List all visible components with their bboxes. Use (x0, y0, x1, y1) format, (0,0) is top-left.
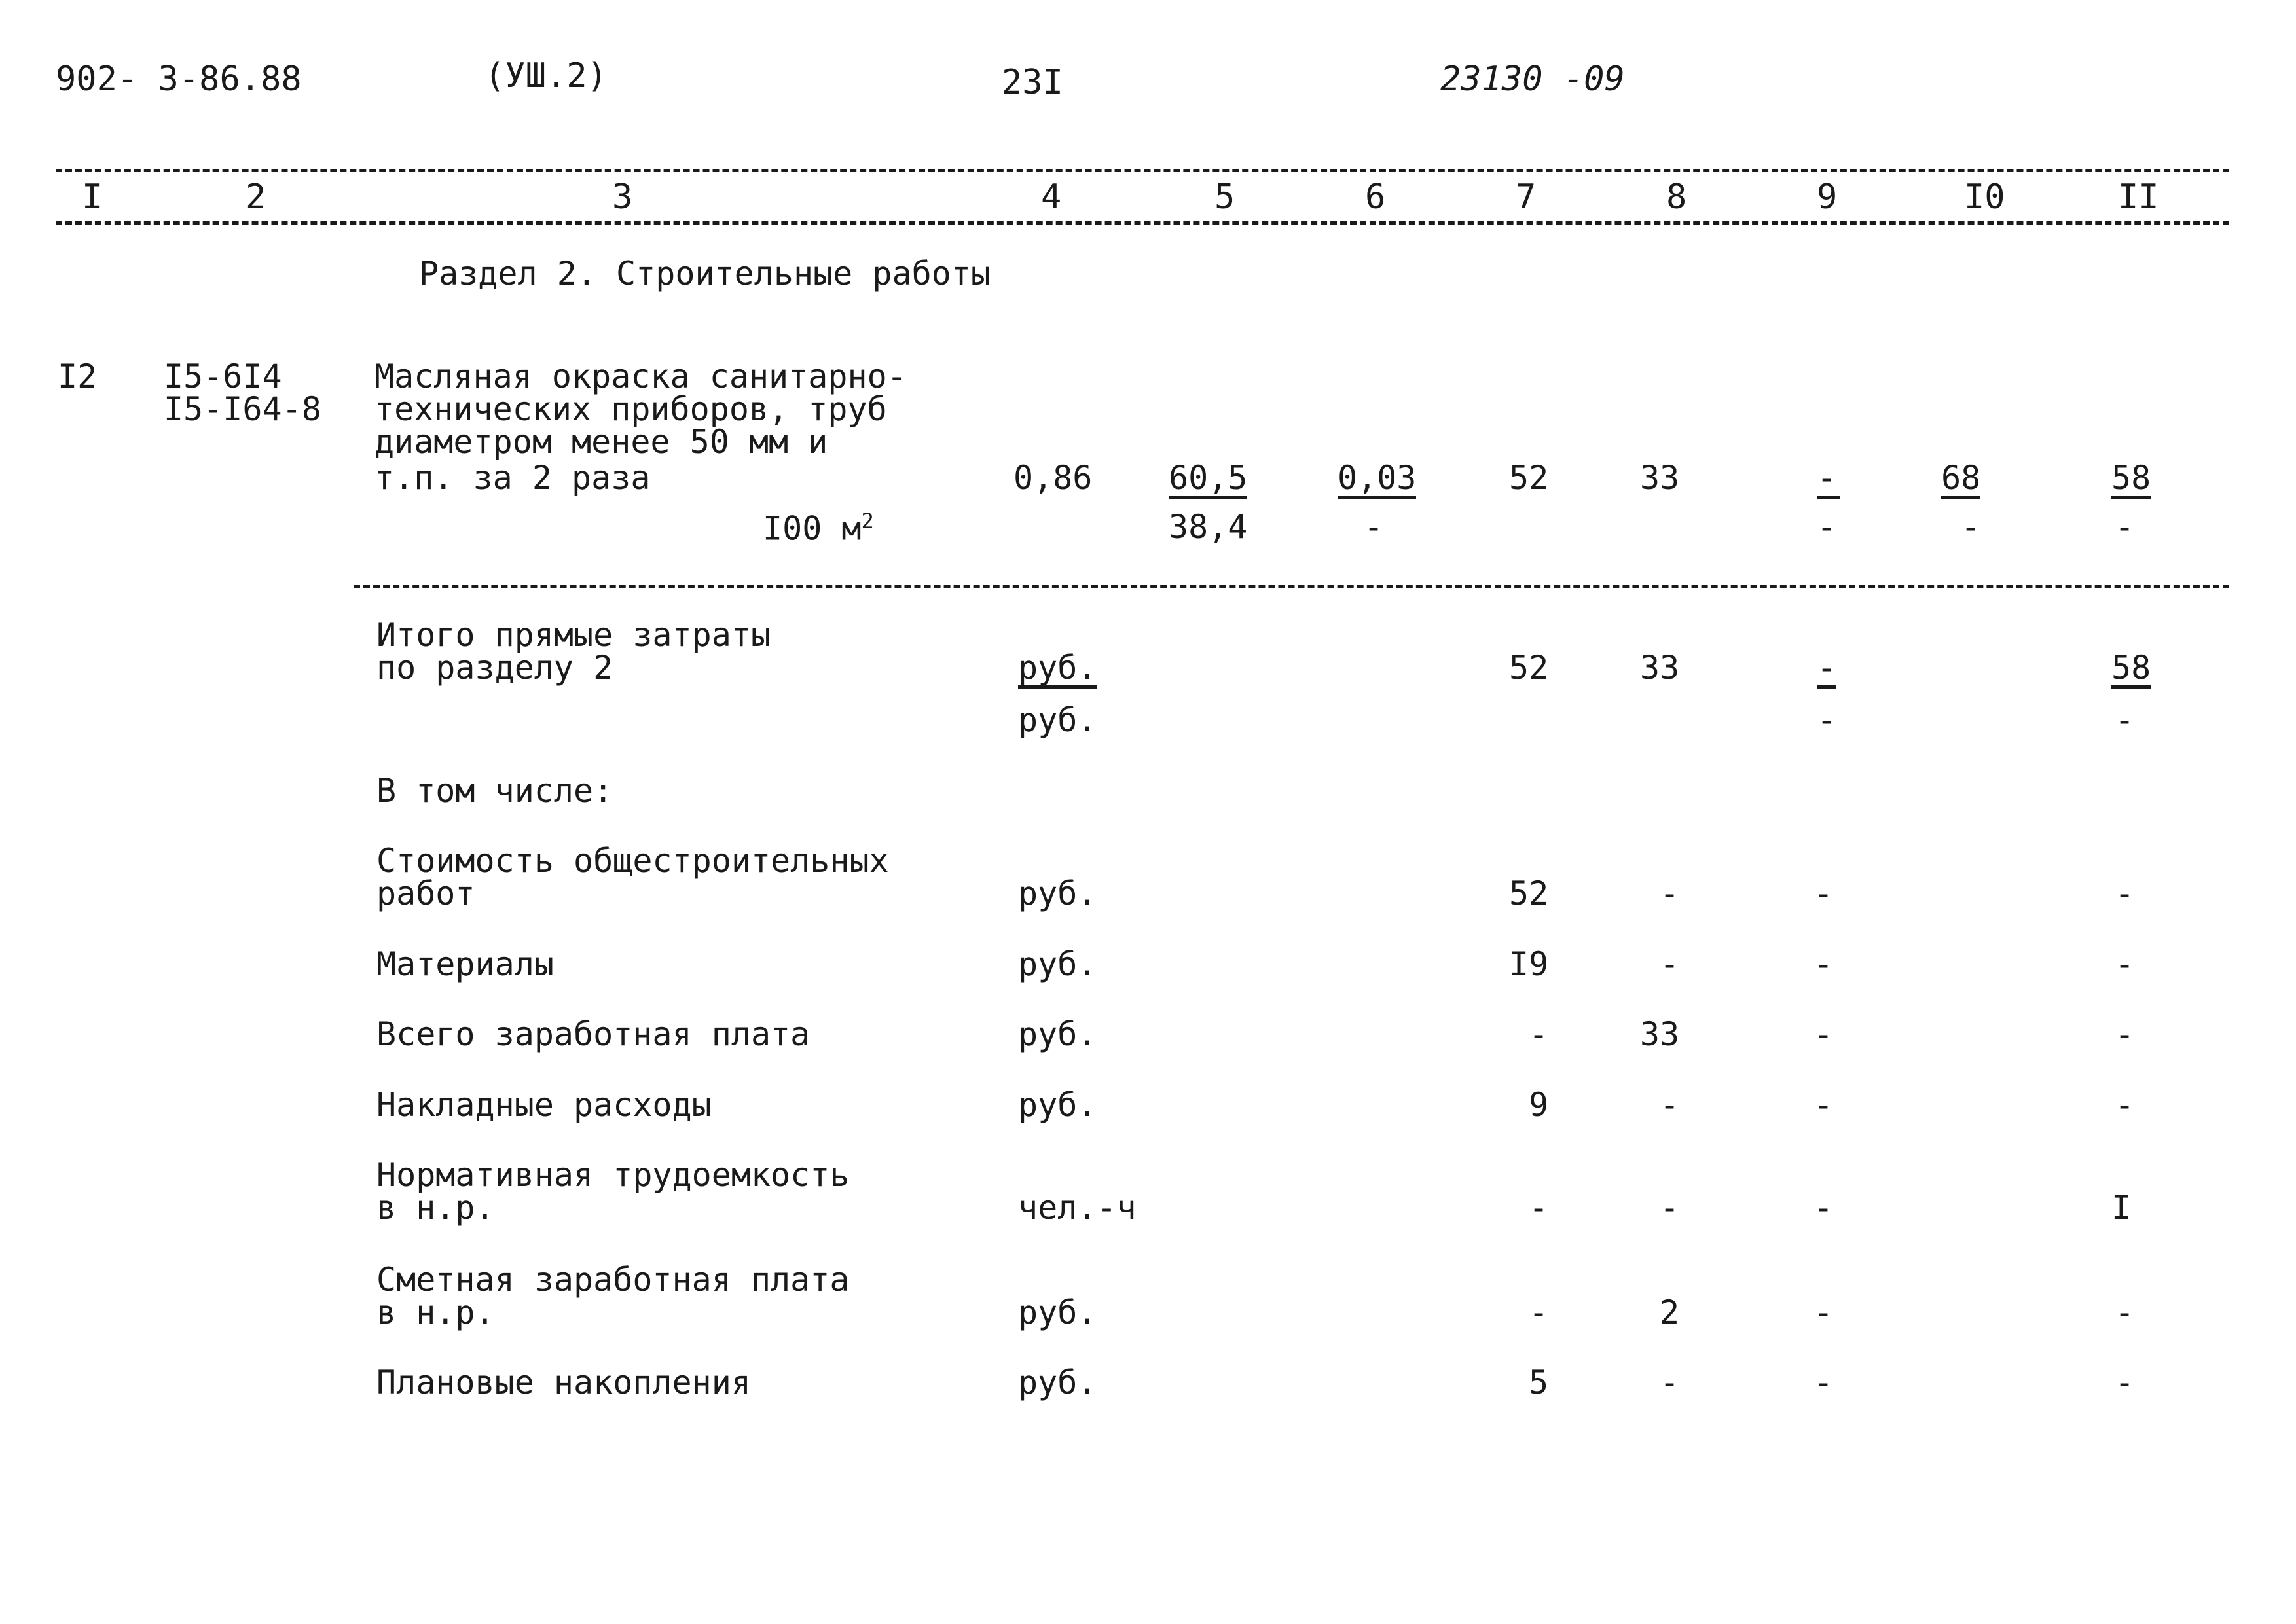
document-code: 902- 3-86.88 (56, 60, 302, 99)
column-header-11: II (2118, 177, 2159, 217)
totals-col9-top: - (1817, 651, 1836, 689)
breakdown-col11: - (2115, 1015, 2135, 1053)
including-label: В том числе: (376, 772, 613, 810)
breakdown-label-line-1: Всего заработная плата (376, 1015, 811, 1053)
breakdown-col9: - (1813, 1189, 1834, 1227)
breakdown-col8: - (1660, 875, 1680, 912)
breakdown-col7: - (1529, 1189, 1549, 1227)
item-description-line-2: технических приборов, труб (374, 390, 887, 428)
sheet-code: 23130 -09 (1440, 60, 1625, 99)
breakdown-unit: руб. (1018, 1015, 1097, 1053)
column-header-2: 2 (246, 177, 266, 217)
item-col11-bottom: - (2115, 508, 2135, 546)
column-header-5: 5 (1214, 177, 1235, 217)
column-header-6: 6 (1365, 177, 1386, 217)
breakdown-col7: I9 (1509, 945, 1549, 983)
breakdown-label-line-1: Накладные расходы (376, 1086, 712, 1124)
column-header-8: 8 (1666, 177, 1687, 217)
breakdown-col8: - (1660, 1189, 1680, 1227)
column-header-7: 7 (1516, 177, 1537, 217)
breakdown-label-line-1: Нормативная трудоемкость (376, 1156, 850, 1194)
item-col8-value: 33 (1640, 459, 1680, 497)
breakdown-col8: - (1660, 1363, 1680, 1401)
item-col4-value: 0,86 (1013, 459, 1093, 497)
breakdown-col7: 52 (1509, 875, 1549, 912)
breakdown-label-line-1: Плановые накопления (376, 1363, 751, 1401)
item-col7-value: 52 (1509, 459, 1549, 497)
breakdown-col8: - (1660, 945, 1680, 983)
item-unit-value: I00 м (763, 509, 862, 548)
item-col5-bottom: 38,4 (1169, 508, 1248, 546)
column-header-10: I0 (1964, 177, 2005, 217)
breakdown-unit: руб. (1018, 1363, 1097, 1401)
column-header-9: 9 (1817, 177, 1838, 217)
breakdown-col11: - (2115, 1363, 2135, 1401)
item-code-2: I5-I64-8 (164, 390, 321, 428)
breakdown-unit: руб. (1018, 945, 1097, 983)
breakdown-col9: - (1813, 945, 1834, 983)
breakdown-label-line-1: Стоимость общестроительных (376, 842, 889, 880)
breakdown-label-line-2: в н.р. (376, 1189, 495, 1227)
volume-label: (УШ.2) (484, 56, 608, 96)
item-unit-superscript: 2 (861, 509, 874, 533)
breakdown-col11: - (2115, 1086, 2135, 1124)
breakdown-col7: - (1529, 1015, 1549, 1053)
breakdown-col7: - (1529, 1293, 1549, 1331)
totals-col11-bottom: - (2115, 701, 2135, 739)
totals-divider (354, 585, 2229, 588)
totals-label-line-1: Итого прямые затраты (376, 616, 771, 654)
header-divider-top (56, 169, 2229, 172)
column-header-4: 4 (1041, 177, 1062, 217)
breakdown-label-line-2: работ (376, 875, 475, 912)
column-header-3: 3 (612, 177, 633, 217)
breakdown-unit: руб. (1018, 1086, 1097, 1124)
item-unit (763, 509, 874, 548)
breakdown-col11: - (2115, 1293, 2135, 1331)
breakdown-label-line-1: Материалы (376, 945, 554, 983)
breakdown-col9: - (1813, 875, 1834, 912)
breakdown-label-line-1: Сметная заработная плата (376, 1261, 850, 1299)
item-col9-bottom: - (1817, 508, 1837, 546)
breakdown-col9: - (1813, 1015, 1834, 1053)
breakdown-unit: чел.-ч (1018, 1189, 1137, 1227)
item-description-line-4: т.п. за 2 раза (374, 459, 651, 497)
breakdown-col11: - (2115, 875, 2135, 912)
breakdown-col7: 9 (1529, 1086, 1549, 1124)
totals-label-line-2: по разделу 2 (376, 649, 613, 687)
breakdown-col11: I (2111, 1189, 2132, 1227)
breakdown-col7: 5 (1529, 1363, 1549, 1401)
totals-col7-value: 52 (1509, 649, 1549, 687)
column-header-1: I (82, 177, 103, 217)
totals-unit-bottom: руб. (1018, 701, 1097, 739)
item-code-1: I5-6I4 (164, 357, 282, 395)
totals-col8-value: 33 (1640, 649, 1680, 687)
breakdown-label-line-2: в н.р. (376, 1293, 495, 1331)
breakdown-col9: - (1813, 1293, 1834, 1331)
breakdown-col11: - (2115, 945, 2135, 983)
item-col9-top: - (1817, 461, 1840, 499)
breakdown-unit: руб. (1018, 875, 1097, 912)
item-col6-top: 0,03 (1338, 461, 1416, 499)
page-number: 23I (1002, 63, 1063, 102)
breakdown-col9: - (1813, 1086, 1834, 1124)
item-description-line-3: диаметром менее 50 мм и (374, 423, 828, 461)
breakdown-col8: 2 (1660, 1293, 1680, 1331)
totals-col11-top: 58 (2111, 651, 2151, 689)
item-col6-bottom: - (1364, 508, 1384, 546)
breakdown-col8: - (1660, 1086, 1680, 1124)
item-col10-bottom: - (1961, 508, 1981, 546)
section-title: Раздел 2. Строительные работы (419, 255, 991, 293)
breakdown-col9: - (1813, 1363, 1834, 1401)
item-number: I2 (58, 357, 98, 395)
totals-col9-bottom: - (1817, 701, 1837, 739)
breakdown-unit: руб. (1018, 1293, 1097, 1331)
item-description-line-1: Масляная окраска санитарно- (374, 357, 907, 395)
item-col10-top: 68 (1941, 461, 1980, 499)
item-col11-top: 58 (2111, 461, 2151, 499)
item-col5-top: 60,5 (1169, 461, 1247, 499)
header-divider-bottom (56, 221, 2229, 225)
totals-unit-top: руб. (1018, 651, 1097, 689)
breakdown-col8: 33 (1640, 1015, 1680, 1053)
